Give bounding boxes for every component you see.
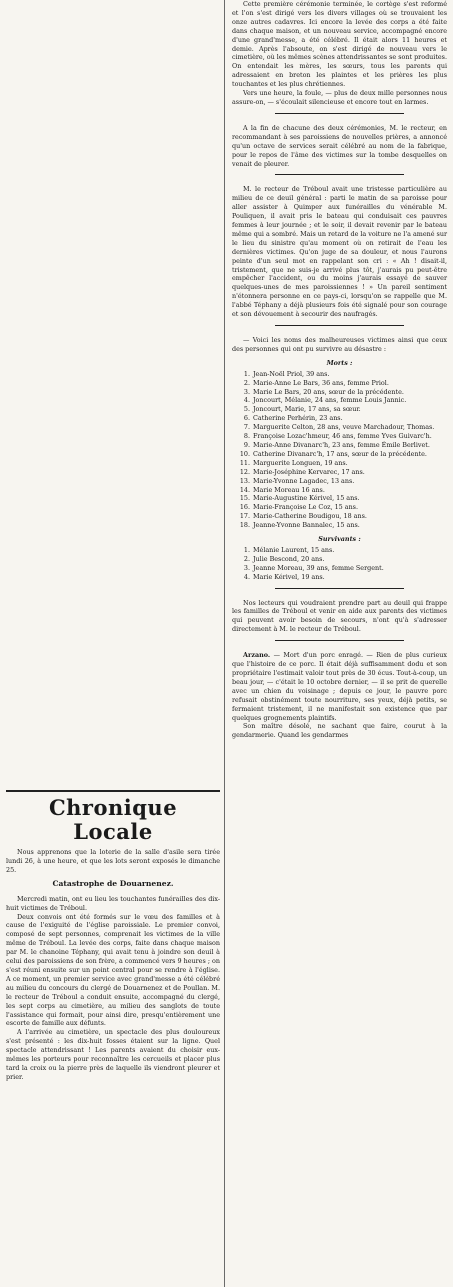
list-item: [232, 503, 447, 512]
list-item-text: Jeanne-Yvonne Bannalec, 15 ans.: [253, 521, 360, 530]
list-item: [232, 388, 447, 397]
arzano-lead: [232, 651, 447, 722]
paragraph: Cette première cérémonie terminée, le cortège s'est reformé et l'on s'est dirigé vers les divers villages où se trouvaient les onze autres cadavres. Ici encore la levée des corps a été faite dans chaque maison, et un nouveau service, accompagné encore d'une grand'messe, a été célébré. Il était alors 11 heures et demie. Après l'absoute, on s'est dirigé de nouveau vers le cimetière, où les mêmes scènes attendrissantes se sont produites. On entendait les mères, les sœurs, tous les parents qui adressaient en breton les plaintes et les prières les plus touchantes et les plus chrétiennes.: [232, 0, 447, 89]
list-item-number: 1.: [243, 369, 250, 378]
morts-list: [232, 370, 447, 530]
list-item-number: 6.: [243, 414, 250, 423]
list-item-text: Marie-Anne Divanarc'h, 23 ans, femme Émile Berlivet.: [253, 440, 430, 449]
list-item-text: Joncourt, Marie, 17 ans, sa sœur.: [253, 405, 361, 414]
list-item: [232, 441, 447, 450]
list-item-text: Catherine Divanarc'h, 17 ans, sœur de la précédente.: [253, 449, 427, 458]
list-item-text: Marguerite Celton, 28 ans, veuve Marchadour, Thomas.: [253, 423, 435, 432]
list-item: [232, 477, 447, 486]
list-item-text: Catherine Perhérin, 23 ans.: [253, 414, 343, 423]
list-item: [232, 450, 447, 459]
list-item-text: Julie Bescond, 20 ans.: [253, 554, 325, 563]
list-item: [232, 432, 447, 441]
list-item-number: 12.: [239, 467, 250, 476]
survivants-list: [232, 546, 447, 582]
list-item-number: 13.: [239, 476, 250, 485]
list-item: [232, 564, 447, 573]
arzano-subheading: — Mort d'un porc enragé. —: [273, 651, 373, 660]
list-item-text: Marie-Joséphine Kervarec, 17 ans.: [253, 467, 365, 476]
list-item-number: 11.: [239, 458, 250, 467]
list-item-text: Françoise Lozac'hmeur, 46 ans, femme Yves Guivarc'h.: [253, 432, 432, 441]
loterie-notice: Nous apprenons que la loterie de la salle d'asile sera tirée lundi 26, à une heure, et que les lots seront exposés le dimanche 25.: [6, 848, 220, 874]
list-item: [232, 459, 447, 468]
section-top-rule: [6, 790, 220, 792]
list-item-number: 3.: [243, 387, 250, 396]
list-item: [232, 546, 447, 555]
list-item-text: Mélanie Laurent, 15 ans.: [253, 545, 335, 554]
list-item: [232, 512, 447, 521]
list-item-text: Jeanne Moreau, 39 ans, femme Sergent.: [253, 563, 384, 572]
list-item-number: 2.: [243, 378, 250, 387]
list-item-text: Marie-Anne Le Bars, 36 ans, femme Priol.: [253, 378, 389, 387]
list-item-text: Marie Le Bars, 20 ans, sœur de la précédente.: [253, 387, 404, 396]
separator-rule: [275, 640, 404, 641]
separator-rule: [275, 174, 404, 175]
list-item-text: Jean-Noël Priol, 39 ans.: [253, 369, 330, 378]
separator-rule: [275, 325, 404, 326]
list-item-number: 8.: [243, 432, 250, 441]
paragraph: Nos lecteurs qui voudraient prendre part au deuil qui frappe les familles de Tréboul et venir en aide aux parents des victimes qui peuvent avoir besoin de secours, n'ont qu'à s'adresser directement à M. le recteur de Tréboul.: [232, 598, 447, 634]
list-item-text: Joncourt, Mélanie, 24 ans, femme Louis Jannic.: [253, 396, 407, 405]
list-item-text: Marie-Catherine Boudigou, 18 ans.: [253, 512, 367, 521]
arzano-heading: Arzano.: [243, 651, 271, 660]
list-item: [232, 555, 447, 564]
list-item-number: 9.: [243, 440, 250, 449]
list-item: [232, 379, 447, 388]
list-item-number: 14.: [239, 485, 250, 494]
list-item: [232, 486, 447, 495]
right-column: [226, 0, 450, 740]
list-item-number: 5.: [243, 405, 250, 414]
paragraph: A la fin de chacune des deux cérémonies, M. le recteur, en recommandant à ses paroissiens de nouvelles prières, a annoncé qu'un octave de services serait célébré au nom de la fabrique, pour le repos de l'âme des victimes sur la tombe desquelles on venait de pleurer.: [232, 123, 447, 168]
paragraph: A l'arrivée au cimetière, un spectacle des plus douloureux s'est présenté : les dix-huit fosses étaient sur la ligne. Quel spectacle attendrissant ! Les parents avaient du choisir eux-mêmes les porteurs pour reconnaître les cercueils et placer plus tard la croix ou la pierre près de laquelle ils viendront pleurer et prier.: [6, 1028, 220, 1081]
list-item: [232, 405, 447, 414]
list-item-number: 18.: [239, 521, 250, 530]
survivants-heading: Survivants :: [318, 535, 361, 544]
list-item-number: 2.: [243, 554, 250, 563]
list-item: [232, 468, 447, 477]
list-item: [232, 423, 447, 432]
paragraph: Vers une heure, la foule, — plus de deux mille personnes nous assure-on, — s'écoulait silencieuse et encore tout en larmes.: [232, 89, 447, 106]
separator-rule: [275, 588, 404, 589]
morts-heading: Morts :: [326, 358, 353, 367]
paragraph: M. le recteur de Tréboul avait une tristesse particulière au milieu de ce deuil général : parti le matin de sa paroisse pour aller assister à Quimper aux funérailles du vénérable M. Pouliquen, il avait pris le bateau qui conduisait ces pauvres femmes à leur journée ; et le soir, il devait revenir par le bateau même qui a sombré. Mais un retard de la voiture ne l'a amené sur le lieu du sinistre qu'au moment où on retirait de l'eau les dernières victimes. Qu'on juge de sa douleur, et nous l'aurons peinte d'un seul mot en rappelant son cri : « Ah ! disait-il, tristement, que ne suis-je arrivé plus tôt, j'aurais pu peut-être empêcher l'accident, ou du moins j'aurais essayé de sauver quelques-unes de mes paroissiennes ! » Un pareil sentiment n'étonnera personne en ce pays-ci, lorsqu'on se rappelle que M. l'abbé Téphany a déjà plusieurs fois été signalé pour son courage et son dévouement à secourir des naufragés.: [232, 185, 447, 319]
list-item-number: 17.: [239, 512, 250, 521]
list-item-text: Marie-Augustine Kérivel, 15 ans.: [253, 494, 360, 503]
chronique-locale-title: Chronique Locale: [48, 795, 178, 844]
arzano-text: Rien de plus curieux que l'histoire de ce porc. Il était déjà suffisamment dodu et son propriétaire l'estimait valoir tout près de 30 écus. Tout-à-coup, un beau jour, — c'était le 10 octobre dernier, — il se prit de querelle avec un chien du voisinage ; depuis ce jour, le pauvre porc refusait obstinément toute nourriture, ses yeux, déjà petits, se fermaient tristement, il ne manifestait son existence que par quelques grognements plaintifs.: [232, 651, 447, 722]
list-item-text: Marie-Yvonne Lagadec, 13 ans.: [253, 476, 355, 485]
list-item: [232, 396, 447, 405]
list-item: [232, 414, 447, 423]
left-column: [3, 790, 223, 1082]
list-item: [232, 521, 447, 530]
list-item-number: 4.: [243, 396, 250, 405]
separator-rule: [275, 113, 404, 114]
list-item-number: 15.: [239, 494, 250, 503]
list-item-number: 3.: [243, 563, 250, 572]
list-item-number: 1.: [243, 545, 250, 554]
list-item-number: 4.: [243, 572, 250, 581]
paragraph: Mercredi matin, ont eu lieu les touchantes funérailles des dix-huit victimes de Tréboul.: [6, 894, 220, 912]
list-item-number: 16.: [239, 503, 250, 512]
list-item: [232, 370, 447, 379]
list-item-text: Marie-Françoise Le Coz, 15 ans.: [253, 503, 358, 512]
list-item: [232, 573, 447, 582]
paragraph: Deux convois ont été formés sur le vœu des familles et à cause de l'exiguité de l'église paroissiale. Le premier convoi, composé de sept personnes, comprenait les victimes de la ville même de Tréboul. La levée des corps, faite dans chaque maison par M. le chanoine Téphany, qui avait tenu à joindre son deuil à celui des paroissiens de son frère, a commencé vers 9 heures ; on s'est réuni ensuite sur un point central pour se rendre à l'église. A ce moment, un premier service avec grand'messe a été célébré au milieu du concours du clergé de Douarnenez et de Poullan. M. le recteur de Tréboul a conduit ensuite, accompagné du clergé, les sept corps au cimetière, au milieu des sanglots de toute l'assistance qui formait, pour ainsi dire, presqu'entièrement une escorte de famille aux défunts.: [6, 912, 220, 1028]
list-item-number: 10.: [239, 449, 250, 458]
list-item-text: Marguerite Longuen, 19 ans.: [253, 458, 348, 467]
paragraph: Son maître désolé, ne sachant que faire, courut à la gendarmerie. Quand les gendarmes: [232, 722, 447, 740]
list-item-number: 7.: [243, 423, 250, 432]
column-divider: [224, 0, 225, 1287]
list-item: [232, 494, 447, 503]
paragraph: — Voici les noms des malheureuses victimes ainsi que ceux des personnes qui ont pu survivre au désastre :: [232, 336, 447, 353]
list-item-text: Marie Moreau 16 ans.: [253, 485, 325, 494]
list-item-text: Marie Kérivel, 19 ans.: [253, 572, 325, 581]
catastrophe-subtitle: Catastrophe de Douarnenez.: [52, 878, 174, 888]
